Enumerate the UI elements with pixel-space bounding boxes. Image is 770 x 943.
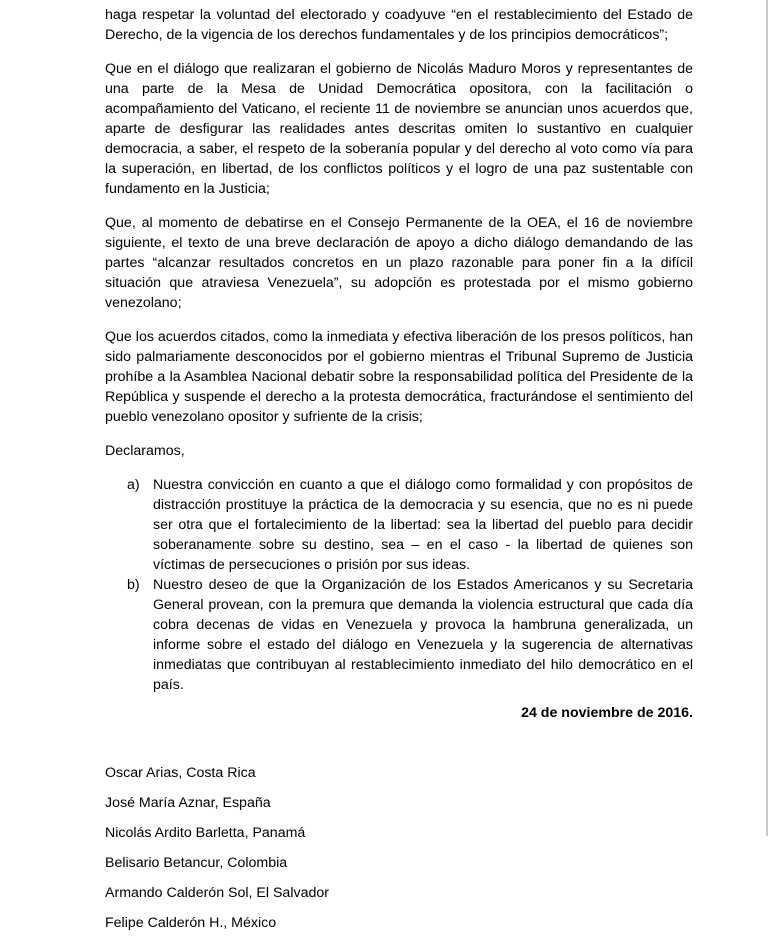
signatory: Belisario Betancur, Colombia [105,855,288,871]
list-marker: a) [127,477,140,493]
signatory: Oscar Arias, Costa Rica [105,765,256,781]
declaration-list [105,475,693,695]
list-item-text: Nuestra convicción en cuanto a que el diálogo como formalidad y con propósitos de distracción prostituye la práctica de la democracia y su esencia, que no es ni puede ser otra que el fortalecimiento de la libertad: sea la libertad del pueblo para decidir soberanamente sobre su destino, sea – en el caso - la libertad de quienes son víctimas de persecuciones o prisión por sus ideas. [153,477,693,573]
paragraph: Que, al momento de debatirse en el Consejo Permanente de la OEA, el 16 de noviembre siguiente, el texto de una breve declaración de apoyo a dicho diálogo demandando de las partes “alcanzar resultados concretos en un plazo razonable para poner fin a la difícil situación que atraviesa Venezuela”, su adopción es protestada por el mismo gobierno venezolano; [105,215,693,311]
signatory: Nicolás Ardito Barletta, Panamá [105,825,306,841]
document-date: 24 de noviembre de 2016. [521,705,693,721]
declaration-heading: Declaramos, [105,443,185,459]
list-item [105,575,693,695]
paragraph: Que los acuerdos citados, como la inmediata y efectiva liberación de los presos políticos, han sido palmariamente desconocidos por el gobierno mientras el Tribunal Supremo de Justicia prohíbe a la Asamblea Nacional debatir sobre la responsabilidad política del Presidente de la República y suspende el derecho a la protesta democrática, fracturándose el sentimiento del pueblo venezolano opositor y sufriente de la crisis; [105,329,693,425]
list-marker: b) [127,577,140,593]
document-body [105,5,693,943]
signatory-list [105,763,693,933]
paragraph: haga respetar la voluntad del electorado y coadyuve “en el restablecimiento del Estado de Derecho, de la vigencia de los derechos fundamentales y de los principios democráticos”; [105,7,693,43]
signatory: Felipe Calderón H., México [105,915,277,931]
list-item [105,475,693,575]
paragraph: Que en el diálogo que realizaran el gobierno de Nicolás Maduro Moros y representantes de una parte de la Mesa de Unidad Democrática opositora, con la facilitación o acompañamiento del Vaticano, el reciente 11 de noviembre se anuncian unos acuerdos que, aparte de desfigurar las realidades antes descritas omiten lo sustantivo en cualquier democracia, a saber, el respeto de la soberanía popular y del derecho al voto como vía para la superación, en libertad, de los conflictos políticos y el logro de una paz sustentable con fundamento en la Justicia; [105,61,693,197]
signatory: José María Aznar, España [105,795,271,811]
signatory: Armando Calderón Sol, El Salvador [105,885,329,901]
list-item-text: Nuestro deseo de que la Organización de los Estados Americanos y su Secretaria General provean, con la premura que demanda la violencia estructural que cada día cobra decenas de vidas en Venezuela y provoca la hambruna generalizada, un informe sobre el estado del diálogo en Venezuela y la sugerencia de alternativas inmediatas que contribuyan al restablecimiento inmediato del hilo democrático en el país. [153,577,693,693]
